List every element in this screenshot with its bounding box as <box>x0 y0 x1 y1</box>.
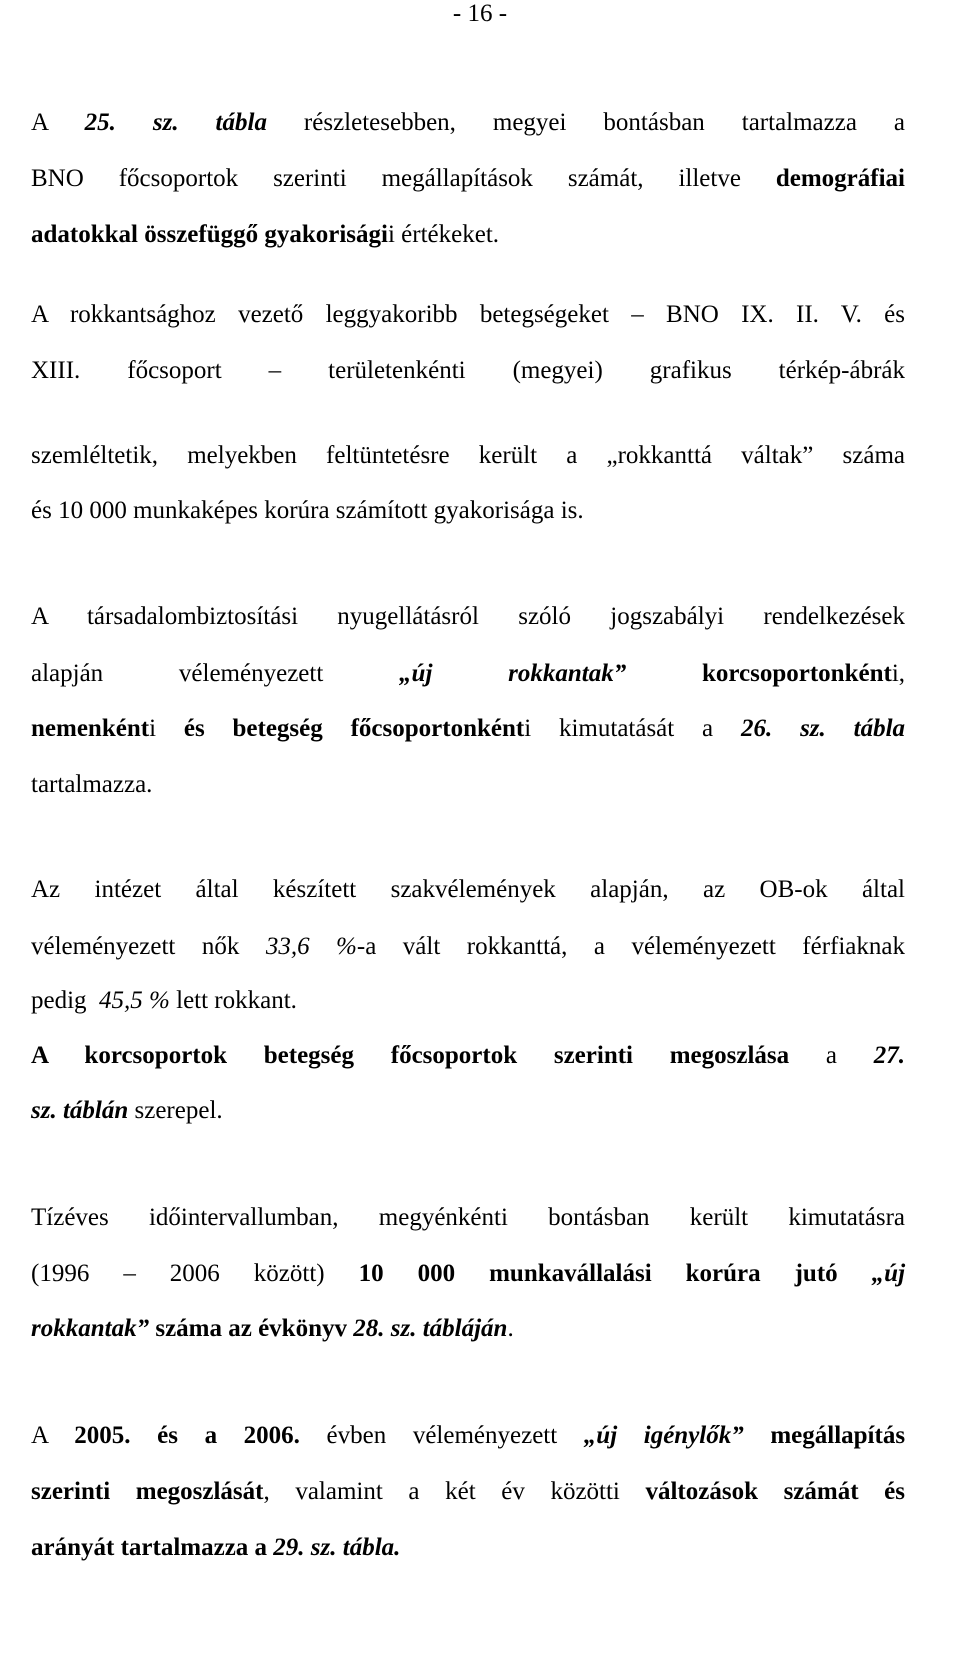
text-span: a <box>825 1042 838 1069</box>
text-span: . <box>507 1315 514 1342</box>
table-ref: 29. sz. tábla. <box>273 1534 401 1561</box>
text-span: -a vált rokkanttá, a véleményezett férfiaknak <box>356 933 905 960</box>
paragraph-4-line-4 <box>31 1041 905 1071</box>
bold-italic-span: „új rokkantak” <box>399 660 627 687</box>
bold-span: adatokkal összefüggő gyakorisági <box>31 221 388 248</box>
paragraph-3-line-2 <box>31 659 905 689</box>
paragraph-2-line-4: és 10 000 munkaképes korúra számított gyakorisága is. <box>31 497 584 524</box>
text-span: részletesebben, megyei bontásban tartalmazza a <box>303 109 906 136</box>
bold-span: és betegség főcsoportonként <box>183 715 525 742</box>
percent-value: 33,6 % <box>265 933 357 960</box>
text-span: (1996 – 2006 között) <box>31 1260 325 1287</box>
bold-italic-span: rokkantak” <box>31 1315 150 1342</box>
table-ref: 25. sz. <box>84 109 179 136</box>
paragraph-2-line-3: szemléltetik, melyekben feltüntetésre került a „rokkanttá váltak” száma <box>31 442 905 469</box>
paragraph-3-line-1: A társadalombiztosítási nyugellátásról szóló jogszabályi rendelkezések <box>31 603 905 630</box>
paragraph-5-line-1: Tízéves időintervallumban, megyénkénti bontásban került kimutatásra <box>31 1204 905 1231</box>
paragraph-2-line-1: A rokkantsághoz vezető leggyakoribb betegségeket – BNO IX. II. V. és <box>31 301 905 328</box>
bold-span: szerinti megoszlását <box>31 1478 264 1505</box>
text-span: véleményezett nők <box>31 933 240 960</box>
table-ref: 27. <box>873 1042 906 1069</box>
text-span: i <box>149 715 157 742</box>
table-ref: 26. sz. tábla <box>741 715 906 742</box>
paragraph-1-line-1 <box>31 108 905 138</box>
bold-span: demográfiai <box>775 165 905 192</box>
paragraph-4-line-1: Az intézet által készített szakvélemények alapján, az OB-ok által <box>31 876 905 903</box>
bold-span: nemenként <box>31 715 150 742</box>
bold-span: száma az évkönyv <box>155 1315 347 1342</box>
text-span: évben véleményezett <box>326 1422 558 1449</box>
table-ref: tábla <box>215 109 267 136</box>
bold-span: korcsoportonként <box>701 660 892 687</box>
text-span: alapján véleményezett <box>31 660 324 687</box>
paragraph-3-line-3 <box>31 714 905 744</box>
bold-span: változások számát és <box>645 1478 905 1505</box>
text-span: , valamint a két év közötti <box>263 1478 620 1505</box>
text-span: A <box>31 1422 48 1449</box>
bold-span: arányát tartalmazza a <box>31 1534 268 1561</box>
text-span: i, <box>891 660 906 687</box>
paragraph-6-line-3 <box>31 1533 905 1563</box>
table-ref: 28. sz. tábláján <box>353 1315 508 1342</box>
text-span: szerepel. <box>134 1097 223 1124</box>
paragraph-6-line-2 <box>31 1477 905 1507</box>
bold-span: A korcsoportok betegség főcsoportok szerinti megoszlása <box>31 1042 790 1069</box>
paragraph-4-line-5 <box>31 1096 905 1126</box>
bold-italic-span: „új igénylők” <box>583 1422 744 1449</box>
bold-span: 10 000 munkavállalási korúra jutó <box>358 1260 838 1287</box>
bold-span: megállapítás <box>770 1422 906 1449</box>
paragraph-6-line-1 <box>31 1421 905 1451</box>
bold-span: 2005. és a 2006. <box>74 1422 300 1449</box>
text-span: lett rokkant. <box>176 987 297 1014</box>
paragraph-2-line-2: XIII. főcsoport – területenkénti (megyei) grafikus térkép-ábrák <box>31 357 905 384</box>
text-span: BNO főcsoportok szerinti megállapítások számát, illetve <box>31 165 741 192</box>
paragraph-1-line-3 <box>31 220 905 250</box>
paragraph-3-line-4: tartalmazza. <box>31 771 153 798</box>
percent-value: 45,5 % <box>99 987 170 1014</box>
bold-italic-span: „új <box>871 1260 906 1287</box>
text-span: i kimutatását a <box>524 715 714 742</box>
text-span: A <box>31 109 48 136</box>
paragraph-4-line-2 <box>31 932 905 962</box>
table-ref: sz. táblán <box>31 1097 129 1124</box>
paragraph-5-line-2 <box>31 1259 905 1289</box>
text-span: pedig <box>31 987 87 1014</box>
paragraph-1-line-2 <box>31 164 905 194</box>
text-span: i értékeket. <box>387 221 500 248</box>
page-number: - 16 - <box>452 0 508 27</box>
paragraph-4-line-3 <box>31 986 905 1016</box>
paragraph-5-line-3 <box>31 1314 905 1344</box>
